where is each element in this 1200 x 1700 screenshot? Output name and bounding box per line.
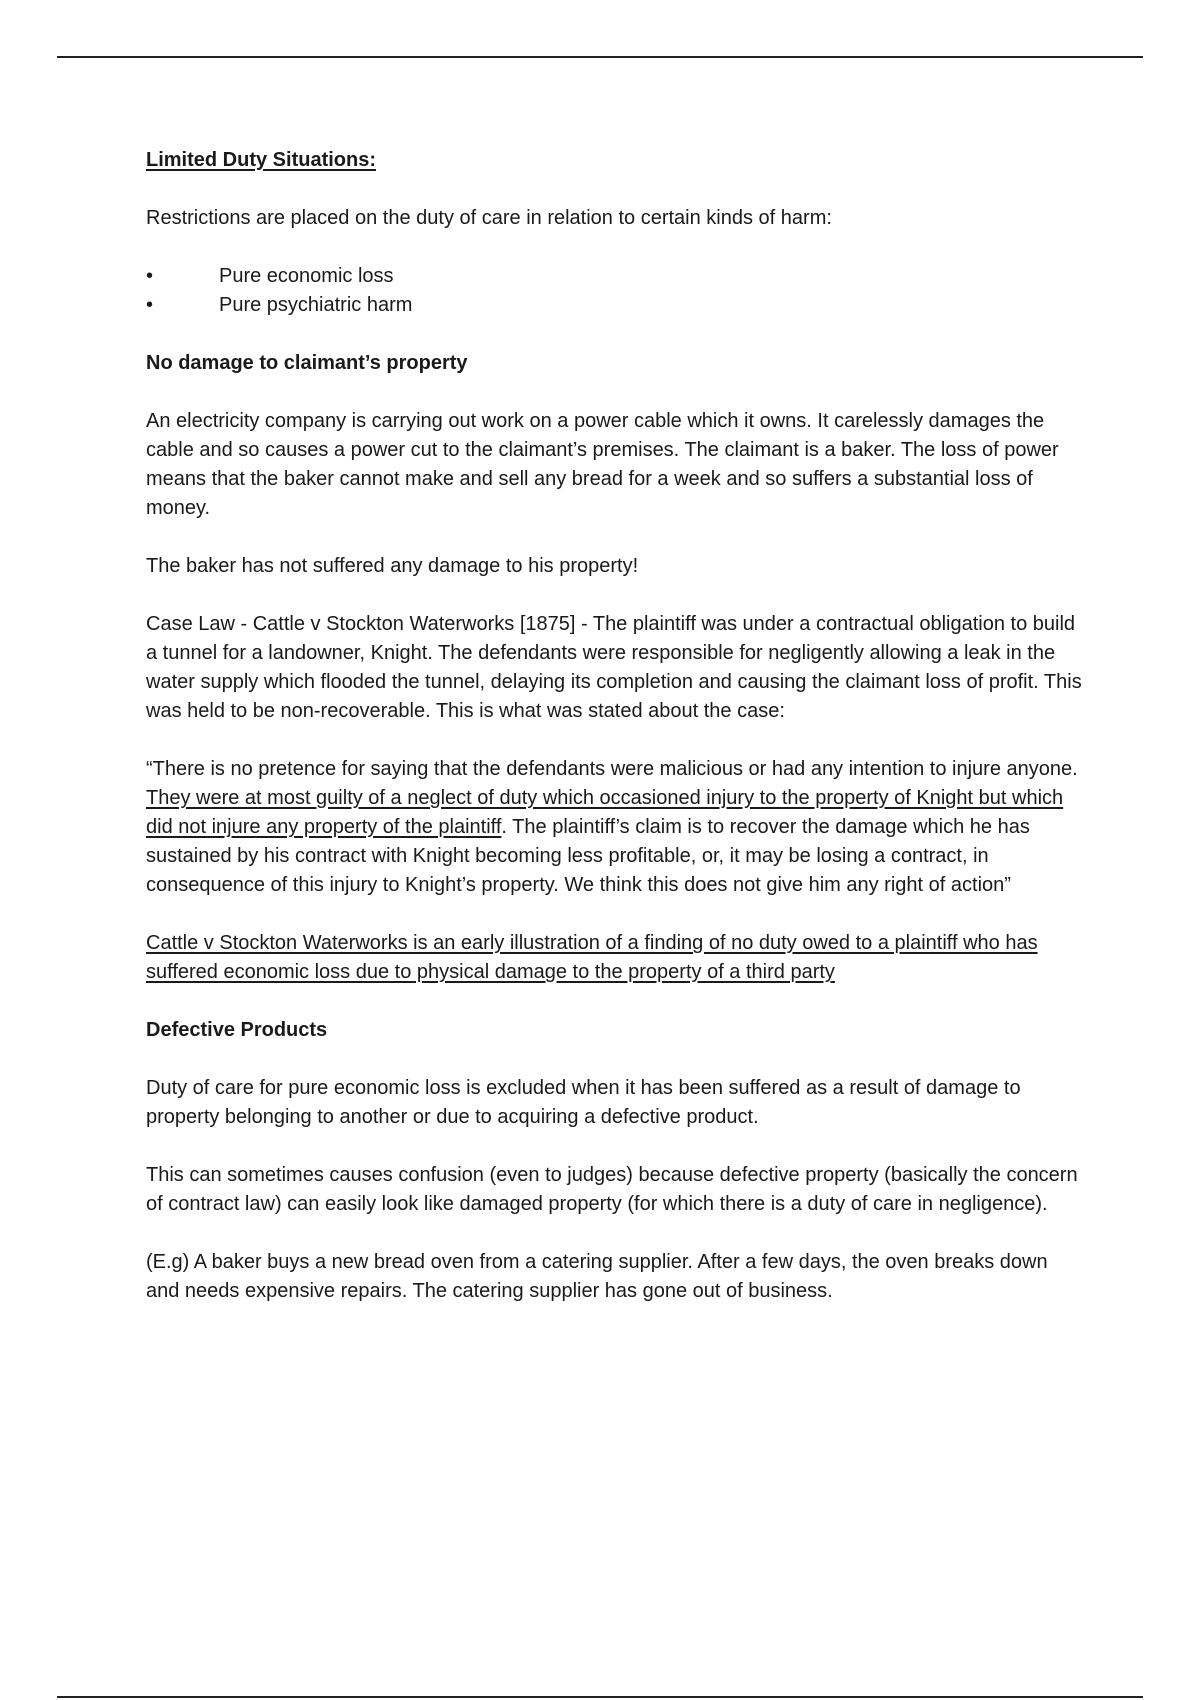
heading-limited-duty: Limited Duty Situations: (146, 149, 376, 171)
document-body (146, 146, 1086, 1335)
footer-rule (57, 1696, 1143, 1698)
quote-underlined-text: They were at most guilty of a neglect of duty which occasioned injury to the property of Knight but which did not injure any property of the plaintiff (146, 787, 1064, 838)
defective-paragraph-2: This can sometimes causes confusion (even to judges) because defective property (basically the concern of contract law) can easily look like damaged property (for which there is a duty of care in negligence). (146, 1164, 1078, 1215)
bullet-icon: • (146, 265, 154, 287)
quote-text-end: . The plaintiff’s claim is to recover the damage which he has sustained by his contract with Knight becoming less profitable, or, it may be losing a contract, in consequence of this injury to Knight’s property. We think this does not give him any right of action” (146, 816, 1030, 896)
bullet-icon: • (146, 294, 154, 316)
quote-text-start: “There is no pretence for saying that the defendants were malicious or had any intention to injure anyone. (146, 758, 1078, 780)
no-property-damage-paragraph: The baker has not suffered any damage to his property! (146, 555, 639, 577)
summary-paragraph: Cattle v Stockton Waterworks is an early illustration of a finding of no duty owed to a plaintiff who has suffered economic loss due to physical damage to the property of a third party (146, 932, 1038, 983)
case-law-paragraph: Case Law - Cattle v Stockton Waterworks [1875] - The plaintiff was under a contractual obligation to build a tunnel for a landowner, Knight. The defendants were responsible for negligently allowing a leak in the water supply which flooded the tunnel, delaying its completion and causing the claimant loss of profit. This was held to be non-recoverable. This is what was stated about the case: (146, 613, 1082, 722)
harm-list (146, 262, 1086, 320)
heading-no-damage: No damage to claimant’s property (146, 352, 468, 374)
header-rule (57, 56, 1143, 58)
list-item (146, 291, 1086, 320)
quote-paragraph (146, 755, 1086, 900)
intro-paragraph: Restrictions are placed on the duty of care in relation to certain kinds of harm: (146, 207, 832, 229)
list-item-text: Pure psychiatric harm (219, 294, 413, 316)
list-item-text: Pure economic loss (219, 265, 394, 287)
electricity-example-paragraph: An electricity company is carrying out work on a power cable which it owns. It carelessly damages the cable and so causes a power cut to the claimant’s premises. The claimant is a baker. The loss of power means that the baker cannot make and sell any bread for a week and so suffers a substantial loss of money. (146, 410, 1059, 519)
list-item (146, 262, 1086, 291)
heading-defective-products: Defective Products (146, 1019, 328, 1041)
defective-paragraph-1: Duty of care for pure economic loss is excluded when it has been suffered as a result of damage to property belonging to another or due to acquiring a defective product. (146, 1077, 1021, 1128)
defective-paragraph-3: (E.g) A baker buys a new bread oven from a catering supplier. After a few days, the oven breaks down and needs expensive repairs. The catering supplier has gone out of business. (146, 1251, 1048, 1302)
